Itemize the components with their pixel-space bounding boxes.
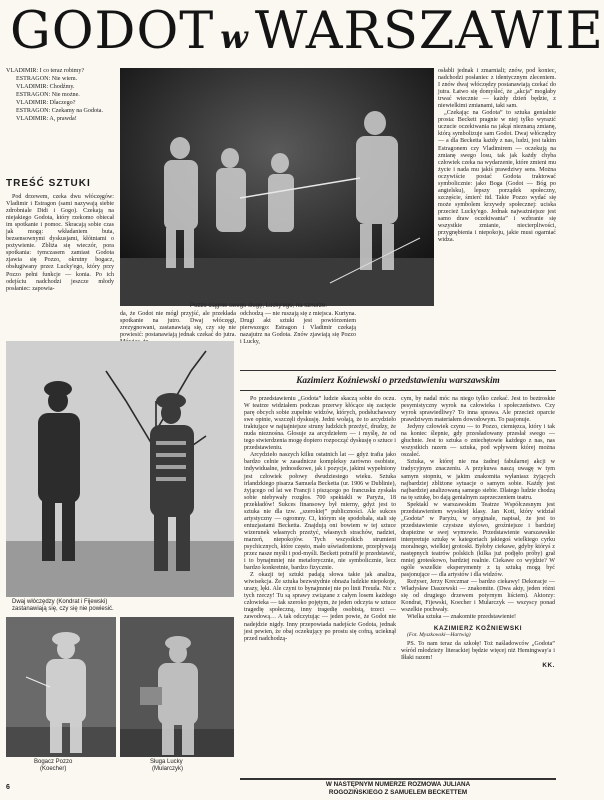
article-para: Spektakl w warszawskim Teatrze Współczesnym jest przedstawieniem wysokiej klasy. Jan Kott, który widział „Godota” w Paryżu, w oryginale, napisał, że jest to przedstawienie czystsze stylowo, groźniejsze i bardziej drapieżne w swej wymowie. Przedstawienie warszawskie interpretuje sztukę w kategoriach jakiegoś wielkiego cyrku moralnego, wielkiej grotoski. Byłoby ciekawe, gdyby któryś z następnych teatrów polskich (kilka już podjęło próby) grał mniej groteskowo, bardziej realnie. Ciekawe co wyjdzie? W ogóle wszelkie eksperymenty z tą sztuką mogą być pasjonujące — dla artystów i dla widzów. (401, 501, 555, 579)
article-para: Arcydzieło naszych kilku ostatnich lat — gdyż trafia jako bardzo celnie w zasadnicze kompleksy zarówno osobiste, indywidualne, jednostkowe, jak i pozycje, jakimi wypełniony jest człowiek połowy dwudziestego wieku. Sztuka irlandzkiego pisarza Samuela Becketta (ur. 1906 w Dublinie), żyjącego od lat we Francji i piszącego po francusku zyskała sobie niebywały rozgłos. 700 spektakli w Paryżu, 18 przekładów! Sukces finansowy był mierny, gdyż jest to sztuka nie dla tzw. „szerokiej” publiczności. Ale sukces artystyczny — ogromny. Ci, którym się spodobała, stali się entuzjastami Becketta. Znajdują oni bowiem w tej sztuce wizerunek własnych przeżyć, własnych strachów, nadziei, marzeń, niepokojów. Tych wszystkich strumieni psychicznych, które często, mało uświadomione, przepływają przez nasze myśli i pod-myśli. Beckett potrafił je przedstawić, i to bynajmniej nie metaforycznie, nie symbolicznie, lecz bardzo konkretnie, bardzo fizycznie. (244, 452, 396, 572)
dialogue-block (6, 68, 118, 123)
dialogue-line: VLADIMIR: Chodźmy. (16, 84, 75, 91)
stage-photo-rope (120, 68, 434, 306)
article-para: Po przedstawieniu „Godota” ludzie skaczą sobie do oczu. W teatrze widziałem podczas przerwy kłócące się zacięcie parę obcych sobie zupełnie widzów, których, podsłuchawszy swe opinie, wszczęli dyskusję. Jedni wołają, że to arcydzieło traktujące w najtajniejsze struny ludzkich przeżyć, drudzy, że nuda nieznośna. Głosuje za arcydziełem — i myślę, że od tego stwierdzenia mogę dopiero rozpocząć dyskusję o sztuce i przedstawieniu. (244, 396, 396, 452)
right-top-column (438, 68, 556, 244)
next-issue-line-2: ROGOZIŃSKIEGO Z SAMUELEM BECKETTEM (328, 789, 468, 796)
caption-lucky-1: Sługa Lucky (150, 759, 183, 765)
caption-top-photo: Pozzo ciągnie swego sługę, Lucky'ego, na sznurze. (190, 303, 327, 309)
caption-tramps-1: Dwaj włóczędzy (Kondrat i Fijewski) (12, 599, 108, 605)
title-warszawie: WARSZAWIE (254, 2, 604, 61)
dialogue-line: VLADIMIR: Dlaczego? (16, 100, 76, 107)
article-col-1 (244, 396, 396, 643)
article-ps: PS. To nam teraz da szkołę! Toż naśladowców „Godota” wśród młodzieży literackiej będzie więcej niż Hemingway'a i Iłłaki razem! (401, 640, 555, 661)
article-initials: KK. (542, 661, 555, 669)
middle-text-2: odchodzą — nie ruszają się z miejsca. Kurtyna. Drugi akt sztuki jest powtórzeniem pierwszego: Estragon i Vladimir czekają nazajutrz na Godota. Znów zjawiają się Pozzo i Lucky, (240, 311, 356, 346)
title-w: w (220, 18, 249, 56)
next-issue-note (240, 781, 556, 797)
stage-photo-lucky (120, 617, 234, 757)
tresc-body (6, 194, 114, 293)
right-top-para: „Czekając na Godota” to sztuka genialnie prosta: Beckett pragnie w niej tylko wyrazić uczucie oczekiwania na jakąś nieznaną zmianę, którą symbolizuje sam Godot. Dwaj włóczędzy — a dla Becketta każdy z nas, ludzi, jest takim Estragonem czy Vladimirem — oczekują na zmianę swego losu, tak jak każdy chyba człowiek czeka na wydarzenie, które zmieni mu życie i nada mu jakiś prawdziwy sens. Można oczywiście postać Godota traktować symbolicznie: jako Boga (Godot — Bóg po angielsku), lepszy porządek społeczny, szczęście, śmierć itd. Takie Pozzo wydać się może symbolem krzywdy społecznej: uciska przecież Lucky'ego. Jednak najważniejsze jest samo draw oczekiwania” i wzbranie się wszystkie zmianie, niecierpliwości, przygnębienia i niepokoju, jakie musi ogarniać widza. (438, 110, 556, 244)
dialogue-line: ESTRAGON: Czekamy na Godota. (16, 108, 103, 115)
dialogue-line: VLADIMIR: I co teraz robimy? (6, 68, 85, 74)
article-para: cym, by nadal móc na niego tylko czekać. Jest to beztroskie pesymistyczny wyrok na człowieka i społeczeństwo. Czy wyrok sprawiedliwy? To inna sprawa. Ale przecież oparcie prawdziwym materiałem dowodowym. To pasjonuje. (401, 396, 555, 424)
article-para: Z okazji tej sztuki padają słowa takie jak analiza, wiwisekcja. Że sztuka bezwstydnie obnaża ludzkie niepokoje, urazy, lęki. Ale czyni to bynajmniej nie po linii Freuda. Nic z tych rzeczy! Tu są sprawy związane z całym losem każdego człowieka — tak szeroko pojętym, że jeden odczyta w sztuce tragedię społeczną, inny tragedię osobistą, trzeci — zawodową… A tak odczytując — jeden powie, że Godot nie nadejdzie nigdy. Inny przepowiada nadejście Godota, jednak jest pewien, że obaj oczekujący po prostu się cofną, ucieknął przed nadchodzą- (244, 572, 396, 642)
article-para: Wielka sztuka — znakomite przedstawienie! (407, 614, 517, 621)
page-number: 6 (6, 784, 10, 791)
dialogue-line: ESTRAGON: Nie wiem. (16, 76, 78, 83)
caption-tramps-2: zastanawiają się, czy się nie powiesić. (12, 606, 114, 612)
tresc-text: Pod drzewem, czeka dwu włóczęgów: Vladimir i Estragon (sami nazywają siebie zdrobniale Didi i Gogo). Czekają na niejakiego Godota, który rzekomo obiecał im spotkanie i pomoc. Skracają sobie czas jak mogą: wkładaniem buta, bezsensownymi dyskusjami, kłótniami o pożywienie. Zbliża się wieczór, pora spotkania: tymczasem zamiast Godota zjawia się Pozzo, okrutny bogacz, obsługiwany przez Lucky'ego, który przy Pozzo pełni funkcje — konia. Po ich odejściu nadchodzi jeszcze młody posłaniec: zapowia- (6, 194, 114, 292)
article-heading: Kazimierz Koźniewski o przedstawieniu warszawskim (296, 376, 500, 386)
author-signature: KAZIMIERZ KOŹNIEWSKI (433, 624, 523, 632)
photo-credit: (Fot. Myszkowski—Hartwig) (407, 631, 471, 638)
dialogue-line: VLADIMIR: A, prawda! (16, 116, 77, 123)
article-col-2 (401, 396, 555, 669)
title-godot: GODOT (10, 2, 215, 61)
caption-lucky-2: (Mularczyk) (152, 766, 183, 772)
article-para: Sztuka, w której nie ma żadnej fabularnej akcji w tradycyjnym znaczeniu. A przykuwa naszą uwagę w tym samym stopniu, w jakim znakomita wyłaniasz żyjących najbardziej zbliżone sytuacje o samym sobie. Każdy jest najbardziej analizowaną samego siebie. Dlatego ludzie chodzą na tę sztukę, bo dają genialnym zaprzeczeniem teatru. (401, 459, 555, 501)
stage-photo-tramps (6, 341, 234, 597)
article-para: Reżyser, Jerzy Kreczmar — bardzo ciekawy! Dekoracje — Władysław Daszewski — znakomite. (Dwa akty, jeden różni się od drugiego drzewem potyrnym liściem). Aktorzy: Kondrat, Fijewski, Koecher i Mularczyk — wszyscy ponad wszelkie pochwały. (401, 579, 555, 614)
dialogue-line: ESTRAGON: Nie możne. (16, 92, 80, 99)
page-title (10, 2, 604, 64)
caption-pozzo-1: Bogacz Pozzo (34, 759, 73, 765)
middle-col-2 (240, 311, 356, 346)
middle-text-1: da, że Godot nie mógł przyjść, ale przekłada spotkanie na jutro. Dwaj włóczęgi, zrezygnowani, zastanawiają się, czy się nie powiesić: postanawiają jednak czekać do jutra. (120, 311, 236, 339)
next-issue-line-1: W NASTĘPNYM NUMERZE ROZMOWA JULIANA (325, 781, 471, 788)
footer-rule (240, 778, 556, 780)
caption-pozzo-2: (Koecher) (40, 766, 67, 772)
tresc-heading: TREŚĆ SZTUKI (6, 178, 91, 189)
right-top-para: osłabli jednak i zmarniali; znów, pod koniec, nadchodzi posłaniec z identycznym zleceniem. I znów dwaj włóczędzy postanawiają czekać do jutra. Łatwo się domyśleć, że „akcja” mogłaby trwać wiecznie — każdy dzień będzie, z niewielkimi zmianami, taki sam. (438, 68, 556, 110)
stage-photo-pozzo (6, 617, 116, 757)
heading-rule-bottom (240, 390, 556, 391)
heading-rule-top (240, 370, 556, 371)
article-para: Jedyny człowiek czynu — to Pozzo, ciemięzca, który i tak na koniec ślepnie, gdy przesładowany przesłał swego — głuchnie. Jest to sztuka o zniechętowie każdego z nas, nas wszystkich razem — sztuka, pod wpływem której można oszaleć. (401, 424, 555, 459)
